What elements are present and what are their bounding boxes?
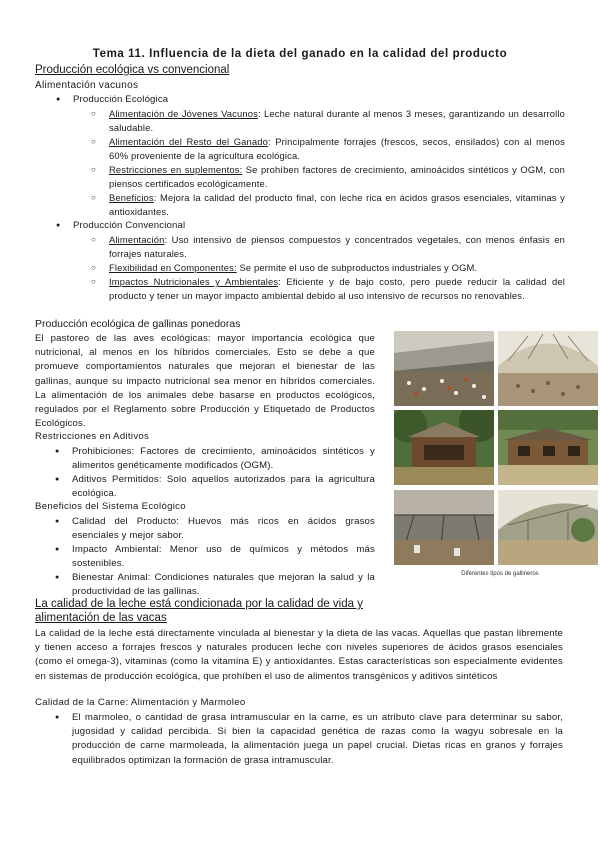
list-item: ● Impacto Ambiental: Menor uso de químicos y métodos más sostenibles. xyxy=(72,543,375,571)
paragraph-leche: La calidad de la leche está directamente vinculada al bienestar y la dieta de las vacas. Aquellas que pastan libremente y tienen acceso a forrajes frescos y naturales producen leche con niveles superiores de ácidos grasos esenciales (como el omega-3), vitaminas (como la vitamina E) y antioxidantes. Estas características son especialmente evidentes en sistemas de producción ecológica, que prohíben el uso de alimentos transgénicos y aditivos sintéticos xyxy=(35,628,563,682)
page-title: Tema 11. Influencia de la dieta del ganado en la calidad del producto xyxy=(92,48,508,60)
section-heading-gallinas: Producción ecológica de gallinas ponedoras xyxy=(35,318,241,330)
term: Alimentación xyxy=(109,234,165,245)
section-heading-eco-vs-conv: Producción ecológica vs convencional xyxy=(35,64,230,76)
heading-line-1: La calidad de la leche está condicionada por la calidad de vida y xyxy=(35,598,363,610)
term: Flexibilidad en Componentes: xyxy=(109,262,237,273)
term: Impactos Nutricionales y Ambientales xyxy=(109,276,279,287)
list-item xyxy=(109,261,565,275)
list-item: ● Aditivos Permitidos: Solo aquellos autorizados para la agricultura ecológica. xyxy=(72,473,375,501)
paragraph-gallinas-intro: El pastoreo de las aves ecológicas: mayor importancia ecológica que nutricional, al menos en los híbridos comerciales. Esto se debe a que promueve comportamientos naturales que mejoran el bienestar de las gallinas, aunque su impacto nutricional sea menor en híbridos comerciales. La alimentación de los animales debe basarse en productos ecológicos, regulados por el Reglamento sobre Producción y Etiquetado de Productos Ecológicos. xyxy=(35,333,375,430)
term: Alimentación de Jóvenes Vacunos xyxy=(109,108,258,119)
list-item xyxy=(109,191,565,219)
text: : Uso intensivo de piensos compuestos y concentrados vegetales, con menos énfasis en forrajes naturales. xyxy=(109,234,565,260)
list-item xyxy=(109,233,565,261)
term: Beneficios xyxy=(109,192,154,203)
section-heading-leche xyxy=(35,597,363,625)
list-item: ● El marmoleo, o cantidad de grasa intramuscular en la carne, es un atributo clave para determinar su sabor, jugosidad y calidad percibida. Si bien la capacidad genética de razas como la wagyu sobresale en la producción de carne marmoleada, la alimentación juega un papel crucial. Dietas ricas en granos y forrajes equilibrados optimizan la formación de grasa intramuscular. xyxy=(72,711,563,768)
list-item: ● Bienestar Animal: Condiciones naturales que mejoran la salud y la productividad de las gallinas. xyxy=(72,571,375,599)
subheading-restricciones: Restricciones en Aditivos xyxy=(35,431,150,442)
henhouse-photo-3 xyxy=(394,410,494,485)
subheading-beneficios: Beneficios del Sistema Ecológico xyxy=(35,501,186,512)
term: Alimentación del Resto del Ganado xyxy=(109,136,268,147)
text: : Principalmente forrajes (frescos, secos, ensilados) con al menos 60% proveniente de la agricultura ecológica. xyxy=(109,136,565,162)
list-item xyxy=(109,275,565,303)
bullet-produccion-ecologica: ● Producción Ecológica xyxy=(73,93,553,107)
subheading-calidad-carne: Calidad de la Carne: Alimentación y Marmoleo xyxy=(35,697,246,708)
text: : Leche natural durante al menos 3 meses, garantizando un desarrollo saludable. xyxy=(109,108,565,134)
henhouse-photo-2 xyxy=(498,331,598,406)
list-item: ● Prohibiciones: Factores de crecimiento, aminoácidos sintéticos y alimentos genéticamente modificados (OGM). xyxy=(72,445,375,473)
bullet-produccion-convencional: ● Producción Convencional xyxy=(73,219,553,233)
list-item xyxy=(109,135,565,163)
henhouse-photo-1 xyxy=(394,331,494,406)
photo-caption: Diferentes tipos de gallineros xyxy=(461,571,539,577)
subheading-alimentacion-vacunos: Alimentación vacunos xyxy=(35,80,139,91)
text: Se prohíben factores de crecimiento, aminoácidos sintéticos y OGM, con piensos certificados ecológicamente. xyxy=(109,164,565,190)
term: Restricciones en suplementos: xyxy=(109,164,243,175)
text: : Eficiente y de bajo costo, pero puede reducir la calidad del producto y tener un mayor impacto ambiental debido al uso intensivo de recursos no renovables. xyxy=(109,276,565,302)
list-item xyxy=(109,163,565,191)
list-item xyxy=(109,107,565,135)
heading-line-2: alimentación de las vacas xyxy=(35,612,167,624)
henhouse-photo-5 xyxy=(394,490,494,565)
text: Se permite el uso de subproductos industriales y OGM. xyxy=(236,262,478,273)
text: : Mejora la calidad del producto final, con leche rica en ácidos grasos esenciales, vitaminas y antioxidantes. xyxy=(109,192,565,218)
henhouse-photo-6 xyxy=(498,490,598,565)
henhouse-photo-4 xyxy=(498,410,598,485)
list-item: ● Calidad del Producto: Huevos más ricos en ácidos grasos esenciales y mejor sabor. xyxy=(72,515,375,543)
